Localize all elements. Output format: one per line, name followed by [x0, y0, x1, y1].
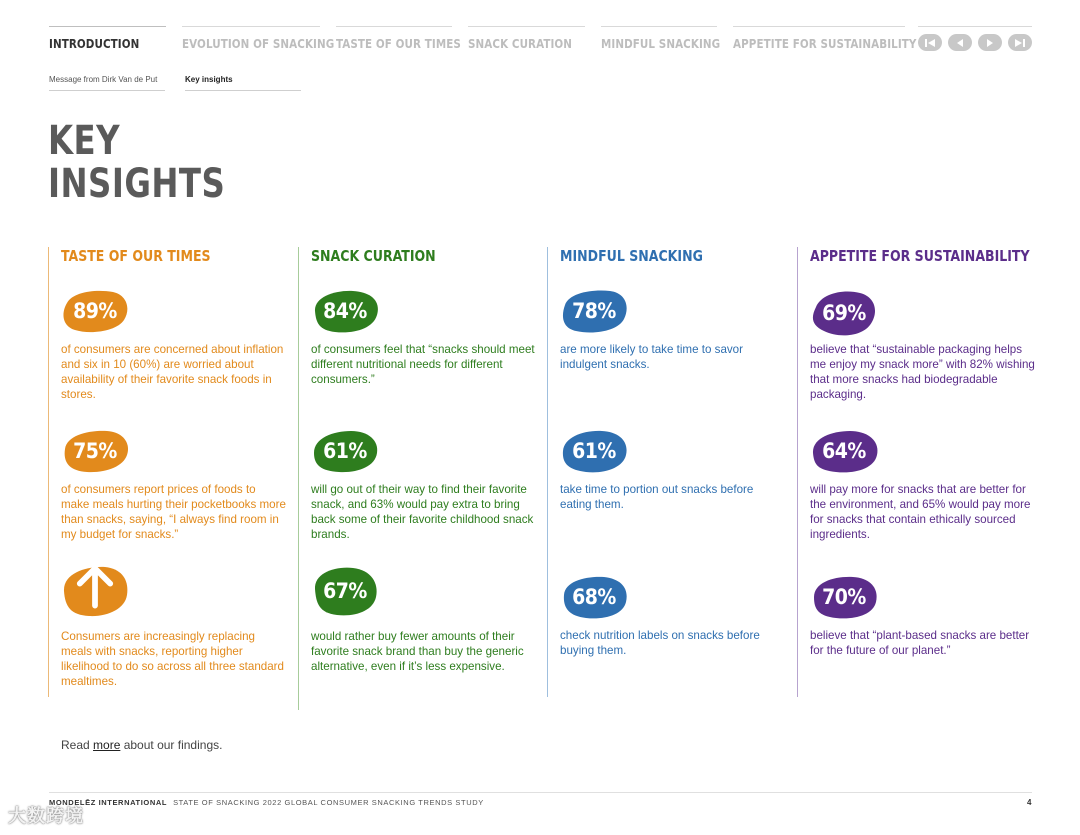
- column-heading: SNACK CURATION: [311, 247, 436, 265]
- stat-description: take time to portion out snacks before eating them.: [560, 483, 754, 511]
- top-nav: [49, 26, 1032, 62]
- stat-description: will pay more for snacks that are better for the environment, and 65% would pay more for snacks that contain ethically sourced ingredients.: [810, 483, 1031, 541]
- up-arrow-icon: [61, 565, 129, 617]
- watermark: 大数跨境: [8, 806, 84, 826]
- stat-description: would rather buy fewer amounts of their favorite snack brand than buy the generic alternative, even if it’s less expensive.: [311, 630, 524, 673]
- stat-description: of consumers feel that “snacks should meet different nutritional needs for different consumers.”: [311, 343, 535, 386]
- stat-description: of consumers report prices of foods to make meals hurting their pocketbooks more than snacks, saying, “I always find room in my budget for snacks.”: [61, 483, 286, 541]
- subnav-message-from-ceo[interactable]: Message from Dirk Van de Put: [49, 75, 165, 91]
- stat-badge: [311, 565, 379, 617]
- stat-description: believe that “plant-based snacks are better for the future of our planet.”: [810, 629, 1030, 657]
- column-heading: MINDFUL SNACKING: [560, 247, 703, 265]
- insight-card: [61, 289, 286, 402]
- stat-description: Consumers are increasingly replacing meals with snacks, reporting higher likelihood to do so across all three standard mealtimes.: [61, 630, 284, 688]
- insight-card: [810, 289, 1035, 402]
- column-mindful-snacking: [547, 247, 787, 697]
- read-more-text: Read more about our findings.: [61, 738, 223, 752]
- pager-controls: [918, 26, 1032, 62]
- stat-value: 61%: [572, 439, 616, 463]
- stat-value: 69%: [822, 301, 866, 325]
- insight-card: [810, 575, 1035, 658]
- stat-description: are more likely to take time to savor indulgent snacks.: [560, 343, 743, 371]
- previous-icon[interactable]: [948, 34, 972, 51]
- footer-study-title: STATE OF SNACKING 2022 GLOBAL CONSUMER SNACKING TRENDS STUDY: [173, 798, 484, 807]
- stat-badge: [560, 429, 628, 473]
- stat-badge: [311, 429, 379, 473]
- column-heading: TASTE OF OUR TIMES: [61, 247, 211, 265]
- stat-value: 84%: [323, 299, 367, 323]
- footer-brand: MONDELĒZ INTERNATIONAL: [49, 798, 168, 807]
- stat-badge: [61, 565, 129, 617]
- stat-value: 70%: [822, 585, 866, 609]
- footer: [49, 792, 1032, 807]
- column-appetite-for-sustainability: [797, 247, 1035, 697]
- page-title-line1: KEY: [48, 118, 121, 164]
- tab-appetite-for-sustainability[interactable]: APPETITE FOR SUSTAINABILITY: [733, 26, 905, 62]
- stat-badge: [61, 429, 129, 473]
- column-heading: APPETITE FOR SUSTAINABILITY: [810, 247, 1030, 265]
- insight-card: [61, 429, 286, 542]
- stat-badge: [560, 289, 628, 333]
- insight-card: [560, 289, 785, 372]
- insight-card: [560, 429, 785, 512]
- insight-card: [560, 575, 785, 658]
- insight-card: [311, 289, 536, 387]
- stat-description: believe that “sustainable packaging helps me enjoy my snack more” with 82% wishing that more snacks had biodegradable packaging.: [810, 343, 1035, 401]
- read-more-link[interactable]: more: [93, 738, 121, 752]
- sub-nav: [49, 75, 321, 91]
- tab-introduction[interactable]: INTRODUCTION: [49, 26, 166, 62]
- column-snack-curation: [298, 247, 538, 710]
- tab-taste-of-our-times[interactable]: TASTE OF OUR TIMES: [336, 26, 452, 62]
- stat-badge: [810, 429, 878, 473]
- stat-value: 64%: [822, 439, 866, 463]
- stat-value: 68%: [572, 585, 616, 609]
- page-title-line2: INSIGHTS: [48, 161, 226, 207]
- stat-badge: [560, 575, 628, 619]
- stat-value: 89%: [73, 299, 117, 323]
- skip-forward-icon[interactable]: [1008, 34, 1032, 51]
- skip-back-icon[interactable]: [918, 34, 942, 51]
- stat-value: 61%: [323, 439, 367, 463]
- stat-description: check nutrition labels on snacks before buying them.: [560, 629, 760, 657]
- tab-snack-curation[interactable]: SNACK CURATION: [468, 26, 585, 62]
- tab-mindful-snacking[interactable]: MINDFUL SNACKING: [601, 26, 717, 62]
- stat-badge: [810, 575, 878, 619]
- page-title: [48, 120, 245, 206]
- subnav-key-insights[interactable]: Key insights: [185, 75, 301, 91]
- insight-card: [810, 429, 1035, 542]
- insight-card: [311, 565, 536, 674]
- stat-badge: [61, 289, 129, 333]
- insight-card: [311, 429, 536, 542]
- next-icon[interactable]: [978, 34, 1002, 51]
- stat-value: 67%: [323, 579, 367, 603]
- stat-description: will go out of their way to find their favorite snack, and 63% would pay extra to bring back some of their favorite childhood snack brands.: [311, 483, 534, 541]
- page-number: 4: [1026, 798, 1032, 807]
- stat-badge: [810, 289, 878, 337]
- stat-value: 75%: [73, 439, 117, 463]
- column-taste-of-our-times: [48, 247, 288, 697]
- tab-evolution-of-snacking[interactable]: EVOLUTION OF SNACKING: [182, 26, 320, 62]
- stat-description: of consumers are concerned about inflation and six in 10 (60%) are worried about availability of their favorite snack foods in stores.: [61, 343, 284, 401]
- insight-card: [61, 565, 286, 689]
- stat-badge: [311, 289, 379, 333]
- stat-value: 78%: [572, 299, 616, 323]
